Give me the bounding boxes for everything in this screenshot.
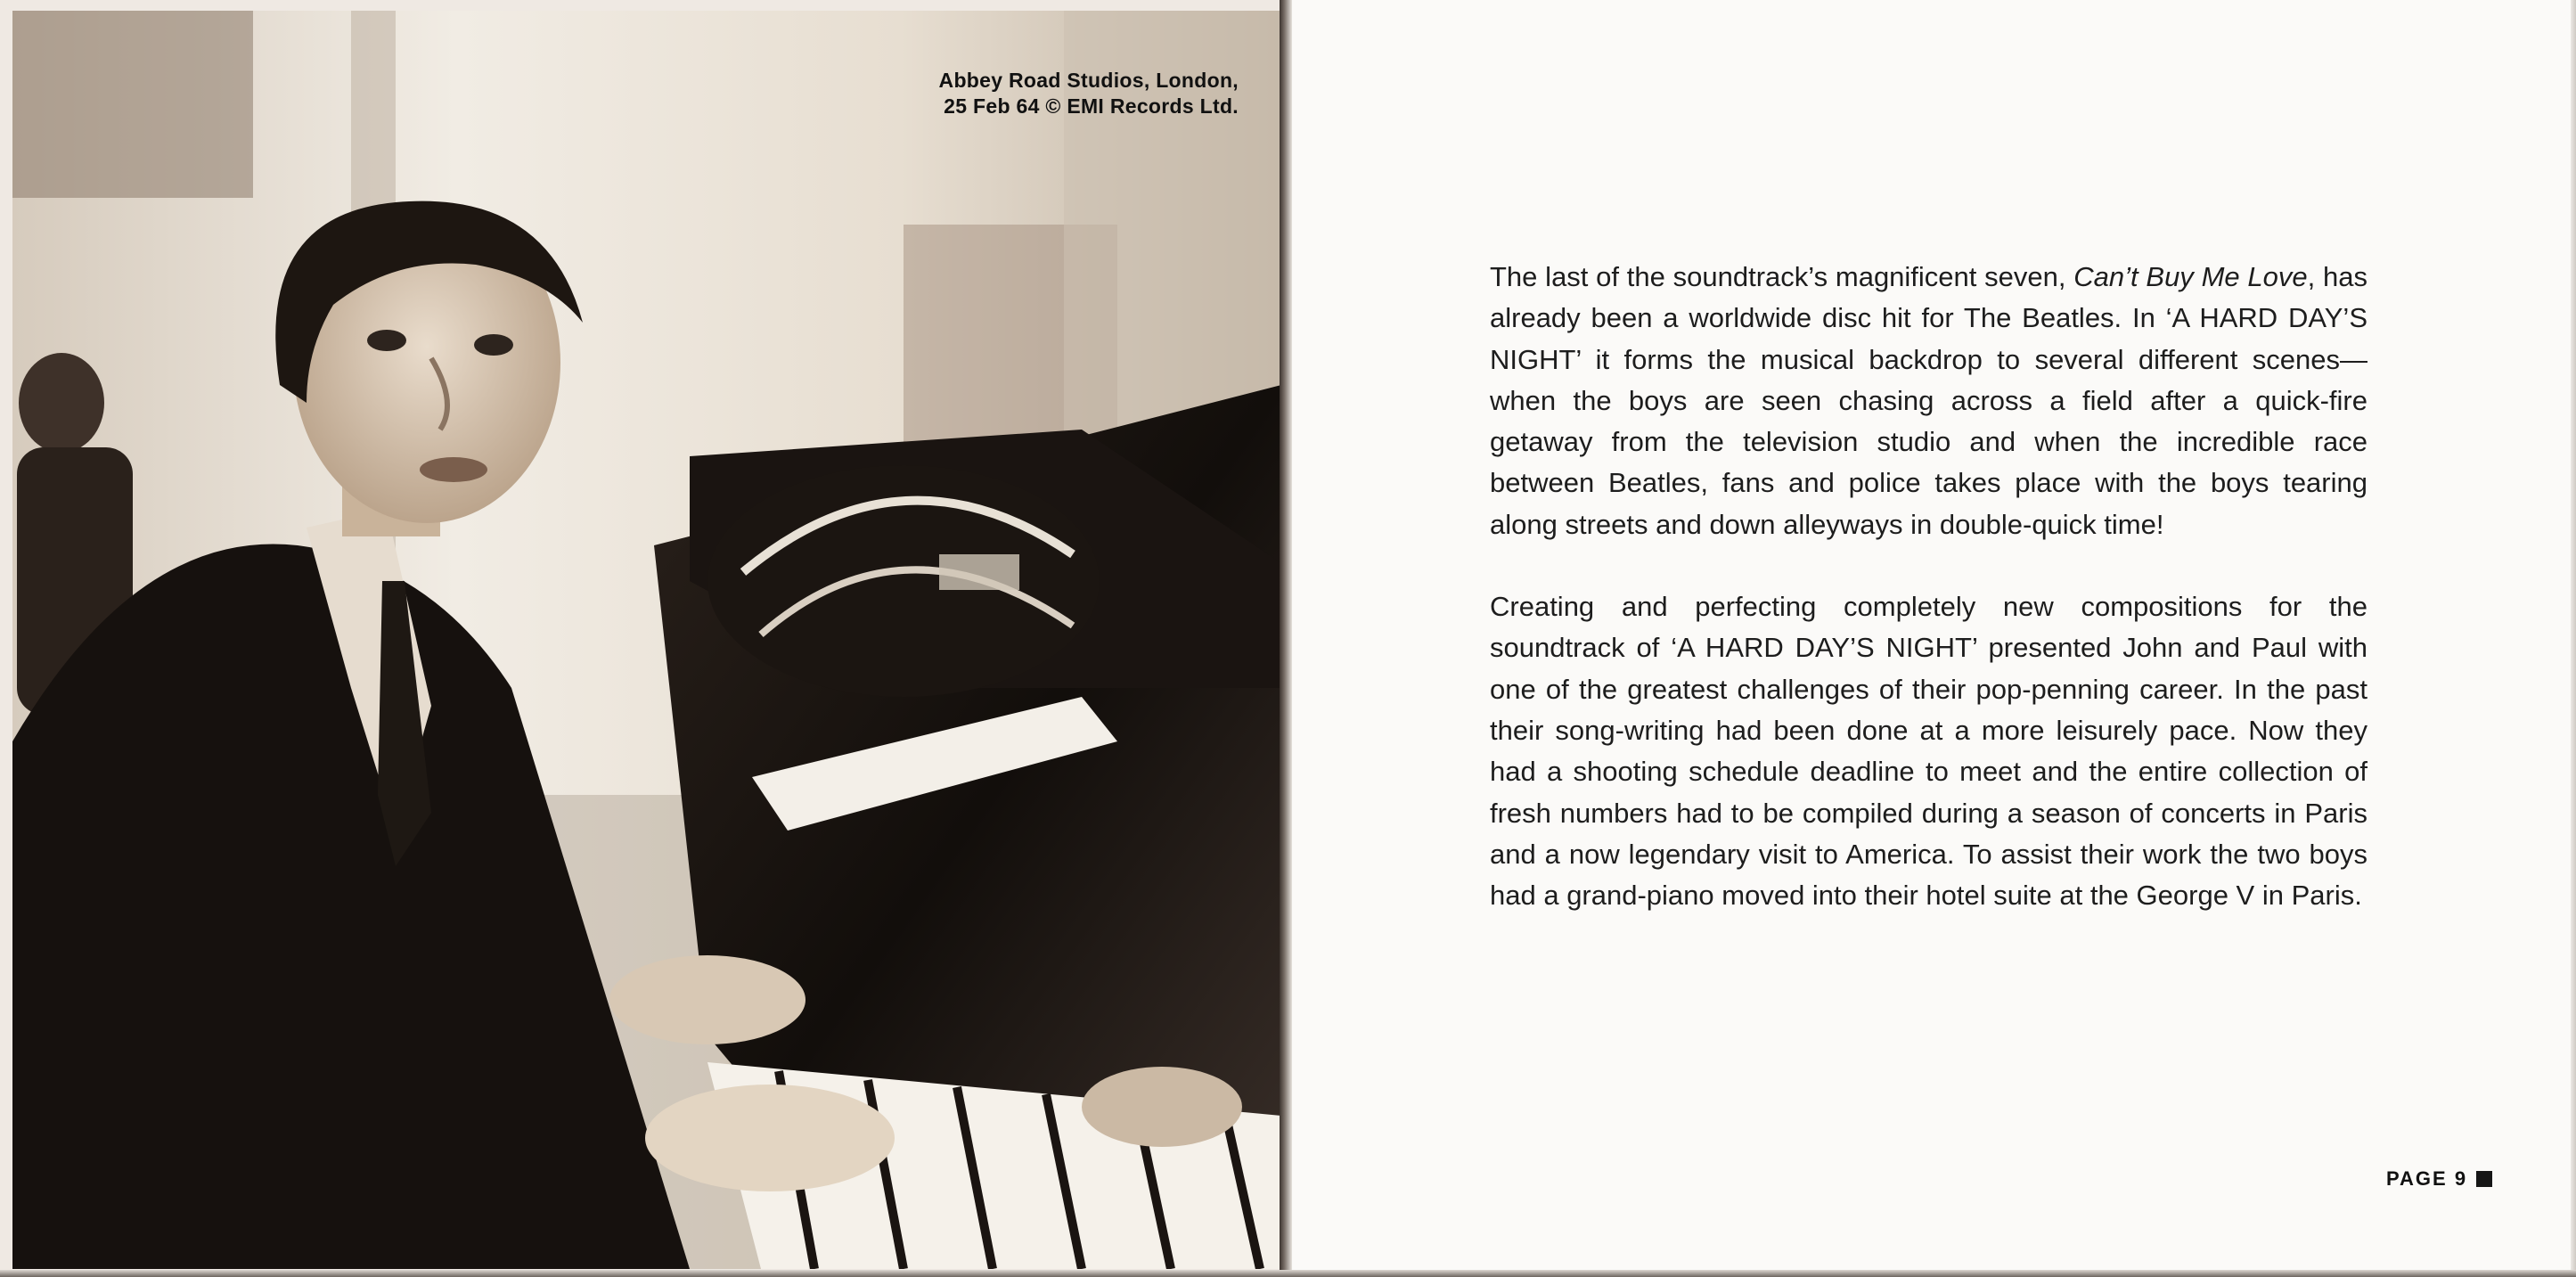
caption-line-2: 25 Feb 64 © EMI Records Ltd. [944, 94, 1239, 118]
scan-bottom-edge [0, 1270, 2576, 1277]
body-text [1490, 257, 2367, 957]
left-page [0, 0, 1283, 1277]
paragraph-1-rest: , has already been a worldwide disc hit for The Beatles. In ‘A HARD DAY’S NIGHT’ it forms the musical backdrop to several different scenes—when the boys are seen chasing across a field after a quick-fire getaway from the television studio and when the incredible race between Beatles, fans and police takes place with the boys tearing along streets and down alleyways in double-quick time! [1490, 261, 2367, 540]
photo-illustration [12, 11, 1281, 1269]
book-gutter [1280, 0, 1292, 1277]
page-number-label: PAGE 9 [2386, 1167, 2468, 1190]
paragraph-1 [1490, 257, 2367, 545]
page-number [2386, 1167, 2492, 1191]
paragraph-1-intro: The last of the soundtrack’s magnificent seven, [1490, 261, 2074, 292]
square-bullet-icon [2476, 1171, 2492, 1187]
caption-line-1: Abbey Road Studios, London, [938, 69, 1239, 92]
photo-caption [939, 68, 1239, 119]
song-title: Can’t Buy Me Love [2073, 261, 2308, 292]
sepia-photo-musician-at-piano [12, 11, 1281, 1269]
page-edge [2571, 0, 2576, 1277]
paragraph-2: Creating and perfecting completely new compositions for the soundtrack of ‘A HARD DAY’S NIGHT’ presented John and Paul with one of the greatest challenges of their pop-penning career. In the past their song-writing had been done at a more leisurely pace. Now they had a shooting schedule deadline to meet and the entire collection of fresh numbers had to be compiled during a season of concerts in Paris and a now legendary visit to America. To assist their work the two boys had a grand-piano moved into their hotel suite at the George V in Paris. [1490, 591, 2367, 912]
